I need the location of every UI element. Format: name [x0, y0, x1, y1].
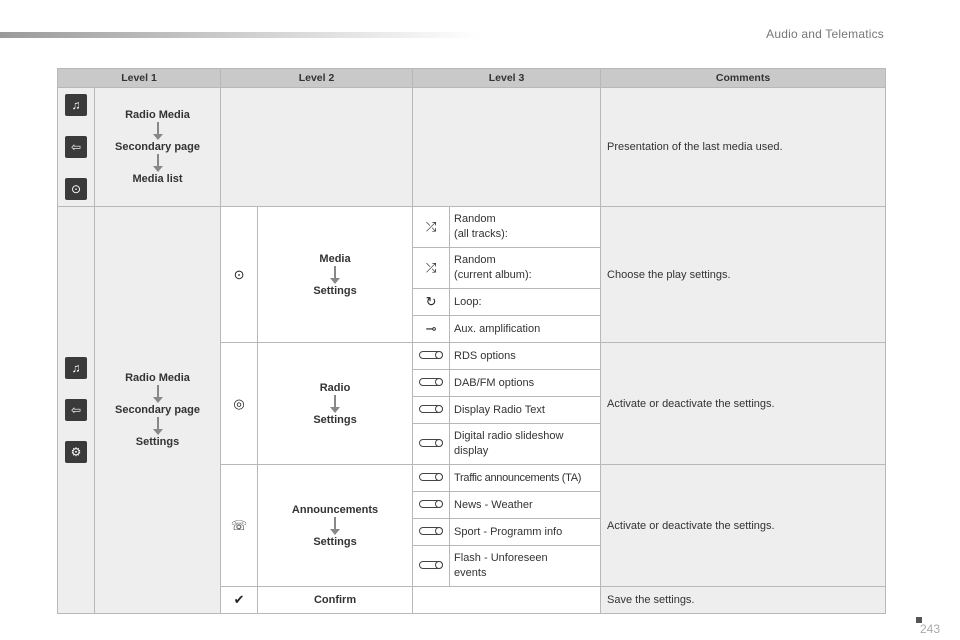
media-comment: Choose the play settings.: [601, 207, 886, 343]
level3-icon-cell: [413, 370, 450, 397]
toggle-icon: [419, 439, 443, 447]
section-title: Audio and Telematics: [766, 27, 884, 41]
toggle-icon: [419, 378, 443, 386]
flow-step: Media list: [132, 173, 183, 185]
flow-arrow: [157, 385, 159, 399]
level3-icon-cell: [413, 519, 450, 546]
flow-step: Secondary page: [115, 404, 200, 416]
media-option-random-all: Random (all tracks):: [450, 207, 601, 248]
radio-media-icon: ♫: [65, 94, 87, 116]
row1-level1: [95, 88, 221, 207]
radio-icon-cell: [221, 343, 258, 465]
media-option-aux: Aux. amplification: [450, 316, 601, 343]
confirm-comment: Save the settings.: [601, 587, 886, 614]
aux-icon: ⊸: [425, 321, 437, 336]
loop-icon: ↻: [425, 294, 437, 309]
row1-level2-empty: [221, 88, 413, 207]
flow-step: Announcements: [291, 503, 379, 516]
radio-media-icon: ♫: [65, 357, 87, 379]
flow-step: Secondary page: [115, 141, 200, 153]
level3-icon-cell: [413, 397, 450, 424]
header-level2: Level 2: [221, 69, 413, 88]
toggle-icon: [419, 351, 443, 359]
header-comments: Comments: [601, 69, 886, 88]
confirm-icon-cell: [221, 587, 258, 614]
flow-arrow: [157, 122, 159, 136]
announce-option-flash: Flash - Unforeseen events: [450, 546, 601, 587]
row1-icons: [58, 88, 95, 207]
header-level1: Level 1: [58, 69, 221, 88]
settings-icon: ⚙: [65, 441, 87, 463]
toggle-icon: [419, 500, 443, 508]
media-option-random-album: Random (current album):: [450, 248, 601, 289]
flow-step: Settings: [313, 284, 357, 297]
settings-table: [57, 68, 886, 614]
toggle-icon: [419, 527, 443, 535]
media-level2: [258, 207, 413, 343]
level3-icon-cell: [413, 289, 450, 316]
radio-option-rds: RDS options: [450, 343, 601, 370]
flow-step: Radio Media: [125, 109, 190, 121]
flow-arrow: [334, 517, 336, 531]
toggle-icon: [419, 561, 443, 569]
radio-option-dab: DAB/FM options: [450, 370, 601, 397]
shuffle-icon: ⤮: [425, 219, 437, 234]
radio-option-slideshow: Digital radio slideshow display: [450, 424, 601, 465]
level3-icon-cell: [413, 248, 450, 289]
flow-step: Media: [319, 252, 351, 265]
announcements-level2: [258, 465, 413, 587]
row2-icons: [58, 207, 95, 614]
media-option-loop: Loop:: [450, 289, 601, 316]
row2-level1: [95, 207, 221, 614]
radio-icon: ◎: [233, 395, 245, 411]
media-icon-cell: [221, 207, 258, 343]
row1-comment: Presentation of the last media used.: [601, 88, 886, 207]
media-list-icon: ⊙: [65, 178, 87, 200]
confirm-level3-empty: [413, 587, 601, 614]
announcement-icon: ☏: [230, 517, 248, 533]
table-header-row: [58, 69, 886, 88]
media-list-icon: ⊙: [233, 266, 245, 282]
flow-arrow: [157, 417, 159, 431]
level3-icon-cell: [413, 343, 450, 370]
header-decor-bar: [0, 32, 480, 38]
level3-icon-cell: [413, 465, 450, 492]
header-level3: Level 3: [413, 69, 601, 88]
secondary-page-icon: ⇦: [65, 399, 87, 421]
secondary-page-icon: ⇦: [65, 136, 87, 158]
table-row: [58, 88, 886, 207]
check-icon: ✔: [233, 592, 245, 607]
flow-step: Radio: [319, 381, 351, 394]
row1-level3-empty: [413, 88, 601, 207]
toggle-icon: [419, 405, 443, 413]
flow-arrow: [334, 266, 336, 280]
confirm-label: Confirm: [258, 587, 413, 614]
radio-comment: Activate or deactivate the settings.: [601, 343, 886, 465]
announce-option-ta: Traffic announcements (TA): [450, 465, 601, 492]
table-row: [58, 207, 886, 248]
level3-icon-cell: [413, 492, 450, 519]
shuffle-icon: ⤮: [425, 260, 437, 275]
flow-arrow: [334, 395, 336, 409]
announcement-icon-cell: [221, 465, 258, 587]
announce-option-news: News - Weather: [450, 492, 601, 519]
announce-option-sport: Sport - Programm info: [450, 519, 601, 546]
level3-icon-cell: [413, 424, 450, 465]
level3-icon-cell: [413, 546, 450, 587]
announcements-comment: Activate or deactivate the settings.: [601, 465, 886, 587]
radio-option-text: Display Radio Text: [450, 397, 601, 424]
flow-step: Settings: [313, 413, 357, 426]
page-number: 243: [919, 622, 940, 636]
level3-icon-cell: [413, 207, 450, 248]
flow-step: Settings: [313, 535, 357, 548]
toggle-icon: [419, 473, 443, 481]
radio-level2: [258, 343, 413, 465]
level3-icon-cell: [413, 316, 450, 343]
flow-step: Settings: [135, 436, 180, 448]
flow-step: Radio Media: [125, 372, 190, 384]
flow-arrow: [157, 154, 159, 168]
